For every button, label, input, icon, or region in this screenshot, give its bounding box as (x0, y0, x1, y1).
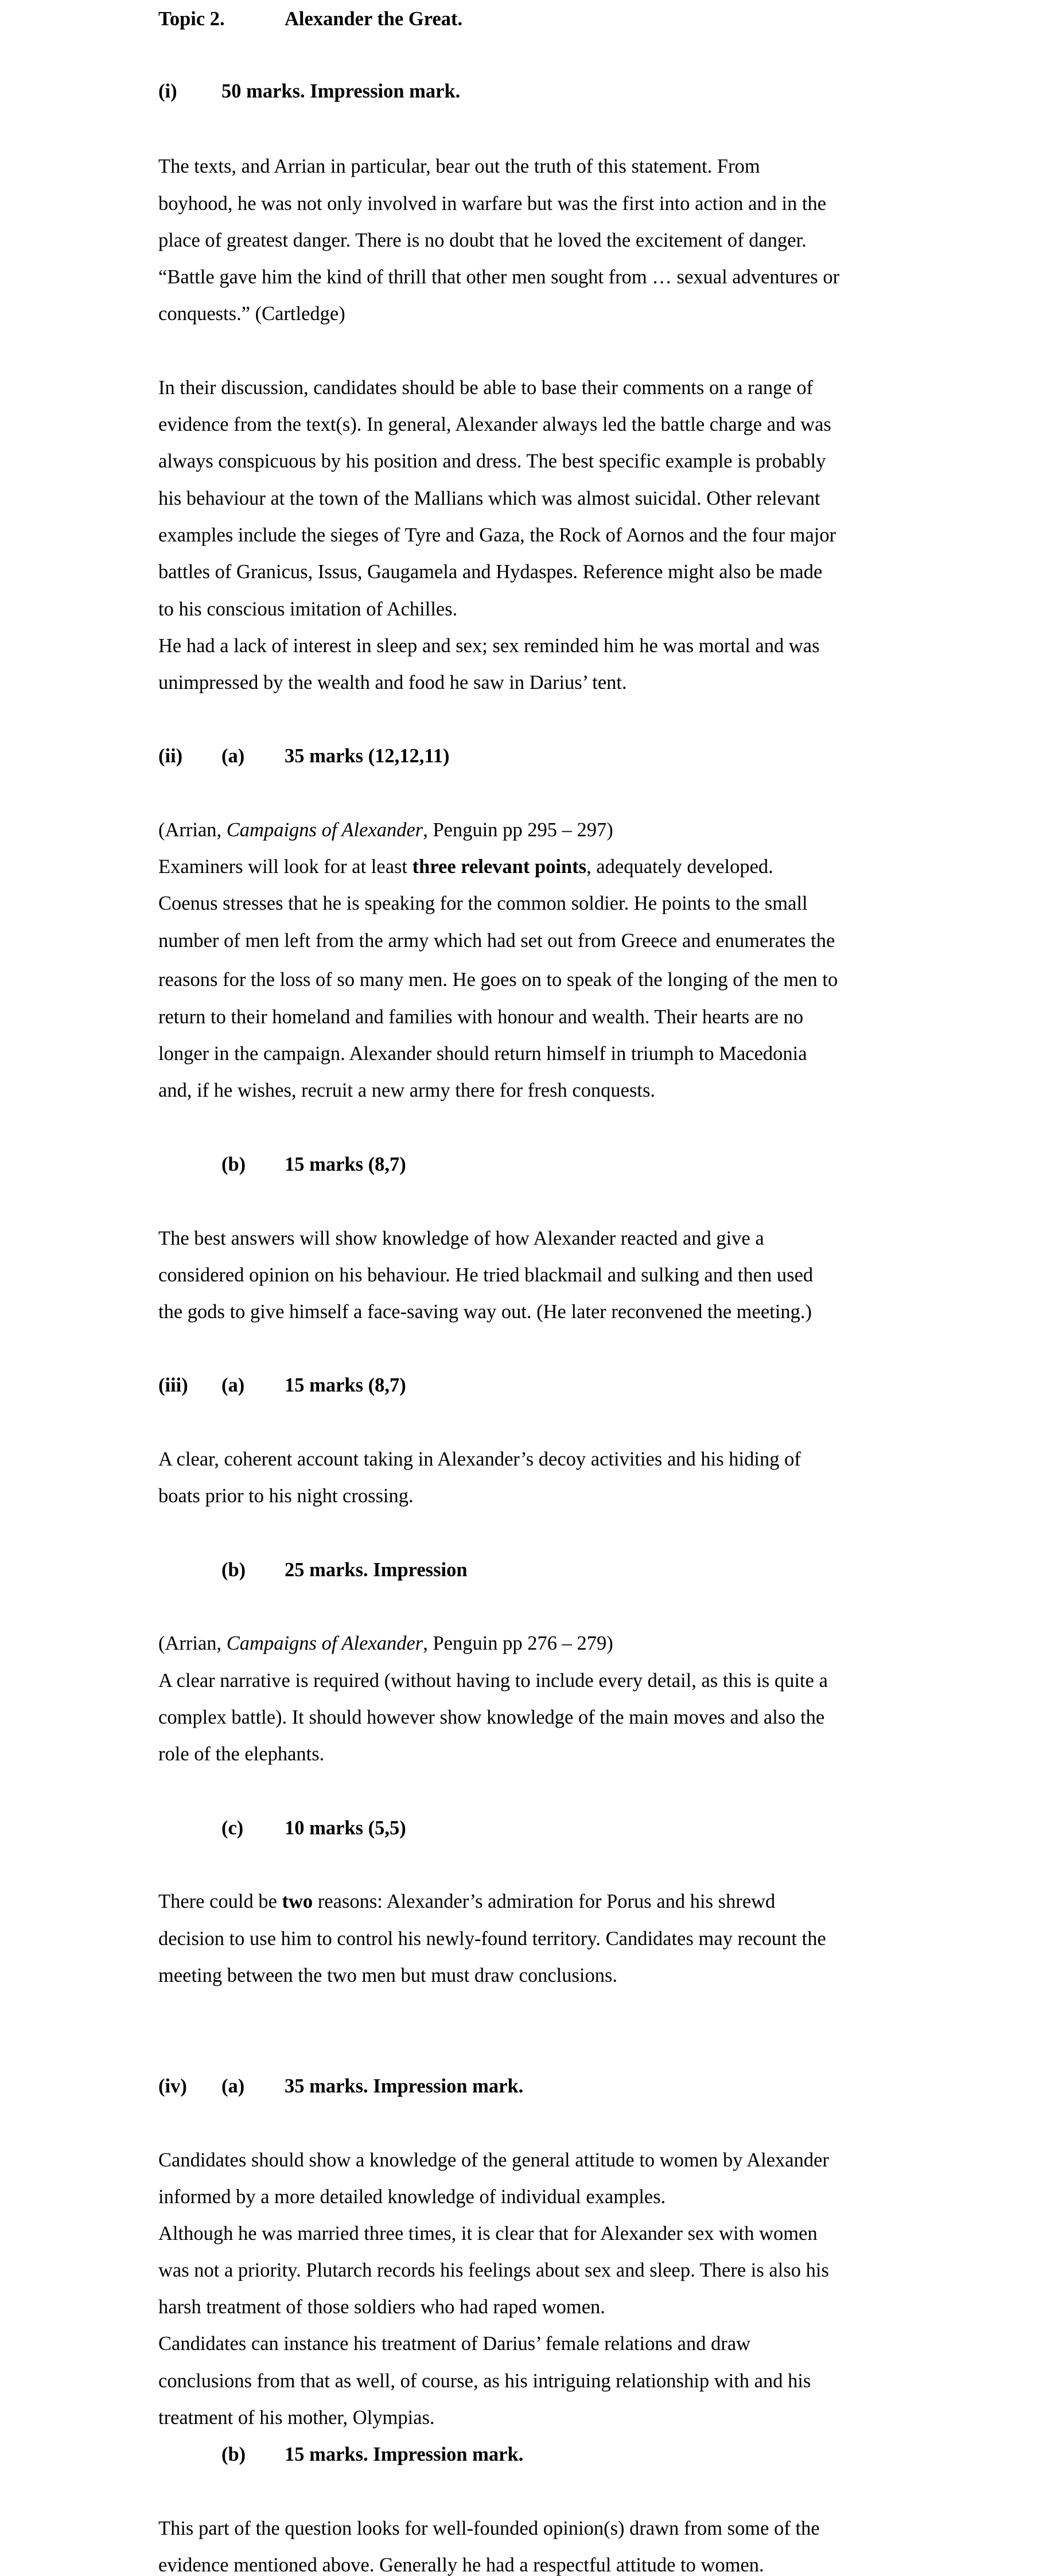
marks-label: 15 marks. Impression mark. (285, 2444, 524, 2465)
text-line: boats prior to his night crossing. (158, 1485, 414, 1507)
part-label: (c) (221, 1817, 244, 1839)
source-reference: (Arrian, Campaigns of Alexander, Penguin pp 276 – 279) (158, 1632, 613, 1654)
text-line: conclusions from that as well, of course, as his intriguing relationship with and his (158, 2370, 811, 2392)
emphasis-text: three relevant points (412, 856, 587, 878)
text-line: This part of the question looks for well-founded opinion(s) drawn from some of the (158, 2517, 820, 2539)
text-line: decision to use him to control his newly-found territory. Candidates may recount the (158, 1928, 826, 1950)
question-i-heading (158, 80, 461, 102)
part-label: (b) (221, 2444, 246, 2465)
question-iv-a-heading (158, 2075, 524, 2097)
marks-label: 15 marks (8,7) (285, 1153, 406, 1175)
text-line: unimpressed by the wealth and food he saw in Darius’ tent. (158, 672, 627, 693)
text-line: Candidates can instance his treatment of Darius’ female relations and draw (158, 2333, 751, 2355)
text-line: always conspicuous by his position and dress. The best specific example is probably (158, 450, 826, 472)
text-line: A clear, coherent account taking in Alexander’s decoy activities and his hiding of (158, 1448, 801, 1470)
text-line: role of the elephants. (158, 1743, 325, 1765)
text-line: treatment of his mother, Olympias. (158, 2407, 435, 2429)
text-line: A clear narrative is required (without having to include every detail, as this is quite a (158, 1670, 828, 1692)
text-line: was not a priority. Plutarch records his feelings about sex and sleep. There is also his (158, 2259, 829, 2281)
text-line: to his conscious imitation of Achilles. (158, 598, 458, 620)
emphasis-text: two (282, 1891, 313, 1912)
text-line: examples include the sieges of Tyre and Gaza, the Rock of Aornos and the four major (158, 524, 836, 546)
text-line: conquests.” (Cartledge) (158, 303, 345, 325)
text-line: informed by a more detailed knowledge of individual examples. (158, 2186, 666, 2208)
text-line: The best answers will show knowledge of how Alexander reacted and give a (158, 1227, 764, 1249)
text-line: return to their homeland and families with honour and wealth. Their hearts are no (158, 1006, 804, 1028)
text-line: reasons for the loss of so many men. He goes on to speak of the longing of the men to (158, 969, 838, 991)
question-label: (iv) (158, 2075, 187, 2097)
text-line: his behaviour at the town of the Mallians which was almost suicidal. Other relevant (158, 488, 820, 509)
text-line: In their discussion, candidates should be able to base their comments on a range of (158, 377, 814, 399)
text-line: meeting between the two men but must draw conclusions. (158, 1965, 618, 1986)
book-title: Campaigns of Alexander (226, 1632, 423, 1654)
marks-label: 10 marks (5,5) (285, 1817, 406, 1839)
part-label: (a) (221, 1374, 245, 1396)
part-label: (a) (221, 745, 245, 767)
source-reference: (Arrian, Campaigns of Alexander, Penguin pp 295 – 297) (158, 819, 613, 841)
part-label: (b) (221, 1153, 246, 1175)
text-line: evidence mentioned above. Generally he had a respectful attitude to women. (158, 2554, 764, 2576)
text-line: “Battle gave him the kind of thrill that other men sought from … sexual adventures or (158, 266, 840, 288)
text-line: boyhood, he was not only involved in warfare but was the first into action and in the (158, 193, 827, 215)
question-iii-a-heading (158, 1374, 406, 1396)
question-label: (ii) (158, 745, 183, 767)
text-line: place of greatest danger. There is no doubt that he loved the excitement of danger. (158, 229, 807, 251)
marks-label: 35 marks (12,12,11) (285, 745, 450, 767)
text-line: The texts, and Arrian in particular, bear out the truth of this statement. From (158, 155, 760, 177)
text-line: evidence from the text(s). In general, Alexander always led the battle charge and was (158, 414, 831, 435)
text-line: and, if he wishes, recruit a new army there for fresh conquests. (158, 1079, 656, 1101)
text-line: He had a lack of interest in sleep and sex; sex reminded him he was mortal and was (158, 635, 820, 657)
text-line: longer in the campaign. Alexander should return himself in triumph to Macedonia (158, 1043, 807, 1065)
text-line: battles of Granicus, Issus, Gaugamela and Hydaspes. Reference might also be made (158, 561, 823, 583)
part-label: (a) (221, 2075, 245, 2097)
text-line: considered opinion on his behaviour. He tried blackmail and sulking and then used (158, 1264, 814, 1286)
text-line: number of men left from the army which had set out from Greece and enumerates the (158, 930, 835, 952)
text-line: Coenus stresses that he is speaking for the common soldier. He points to the small (158, 893, 808, 914)
topic-title: Alexander the Great. (285, 8, 463, 30)
text-line: Examiners will look for at least three relevant points, adequately developed. (158, 856, 773, 878)
marks-label: 35 marks. Impression mark. (285, 2075, 524, 2097)
book-title: Campaigns of Alexander (226, 819, 423, 841)
part-label: (b) (221, 1559, 246, 1581)
text-line: complex battle). It should however show knowledge of the main moves and also the (158, 1706, 825, 1728)
marks-label: 15 marks (8,7) (285, 1374, 406, 1396)
text-line: There could be two reasons: Alexander’s admiration for Porus and his shrewd (158, 1891, 776, 1912)
text-line: Candidates should show a knowledge of the general attitude to women by Alexander (158, 2149, 829, 2171)
topic-number: Topic 2. (158, 8, 225, 30)
marks-label: 50 marks. Impression mark. (221, 80, 461, 102)
question-label: (i) (158, 80, 177, 102)
marks-label: 25 marks. Impression (285, 1559, 468, 1581)
question-ii-a-heading (158, 745, 450, 767)
topic-heading (158, 8, 463, 30)
text-line: Although he was married three times, it is clear that for Alexander sex with women (158, 2223, 818, 2244)
text-line: harsh treatment of those soldiers who had raped women. (158, 2296, 605, 2318)
question-label: (iii) (158, 1374, 188, 1396)
text-line: the gods to give himself a face-saving way out. (He later reconvened the meeting.) (158, 1301, 812, 1323)
